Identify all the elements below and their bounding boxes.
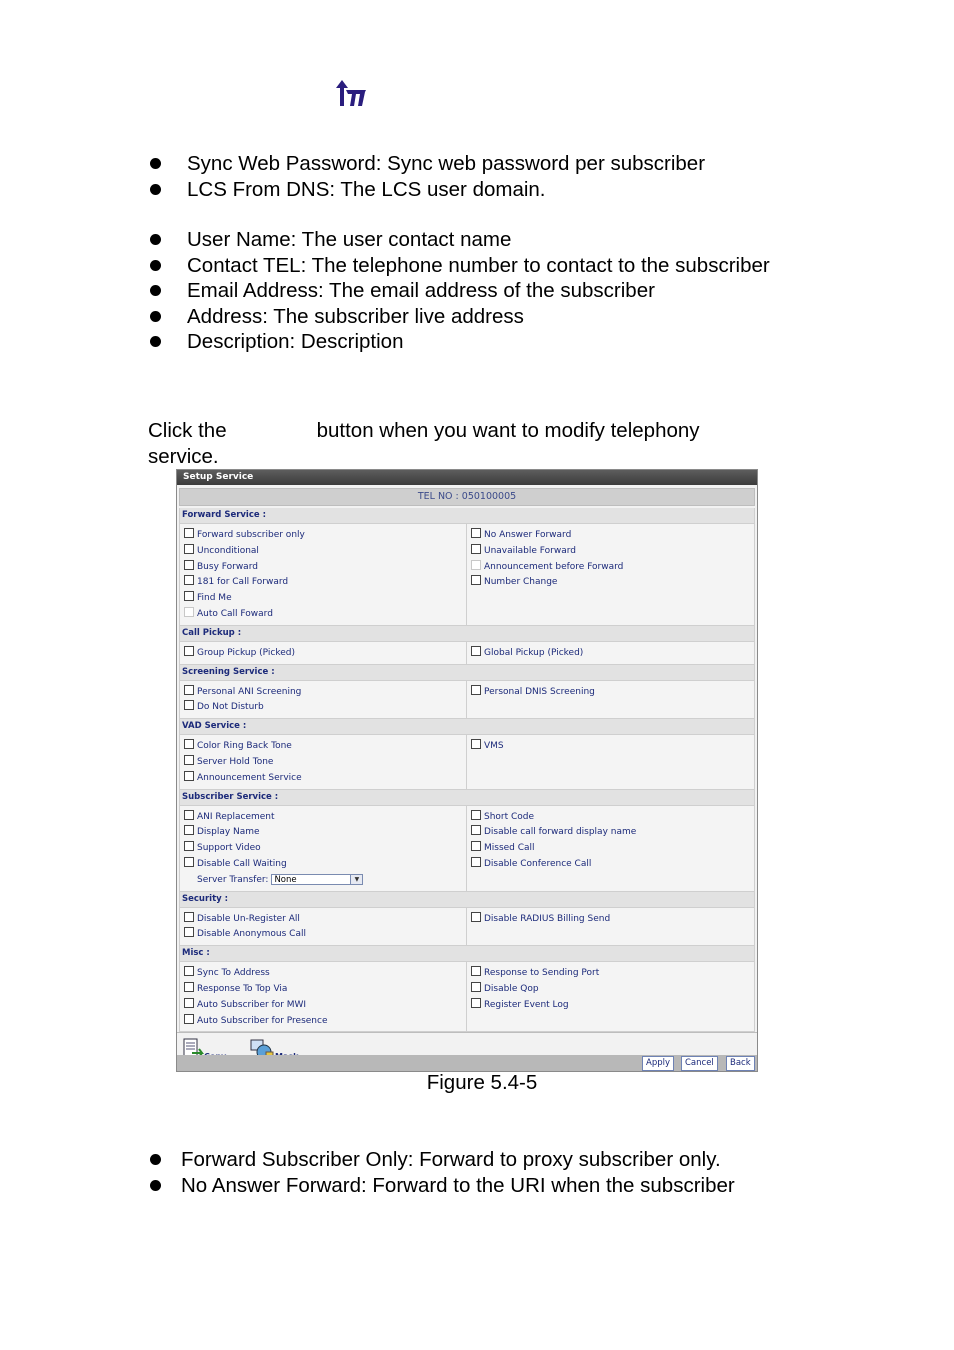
option-item[interactable] (471, 544, 754, 560)
option-item[interactable] (471, 966, 754, 982)
bullet-text: Contact TEL: The telephone number to contact to the subscriber (187, 253, 770, 277)
bullet-text: No Answer Forward: Forward to the URI when the subscriber (181, 1173, 735, 1197)
option-label: Auto Call Foward (197, 608, 273, 619)
option-item[interactable] (184, 739, 466, 755)
option-item[interactable] (184, 825, 466, 841)
option-label: Find Me (197, 593, 232, 604)
option-item[interactable] (184, 771, 466, 787)
bullet-text: Address: The subscriber live address (187, 304, 524, 328)
option-item[interactable] (471, 739, 754, 755)
section-column-left (180, 681, 467, 719)
option-label: Response To Top Via (197, 983, 288, 994)
option-item[interactable] (184, 575, 466, 591)
bullet-text: Description: Description (187, 330, 404, 353)
option-label: Register Event Log (484, 999, 569, 1010)
bullet-dot-icon (150, 260, 161, 271)
section-column-right (467, 908, 754, 946)
section-body (179, 524, 755, 626)
option-checkbox[interactable] (471, 560, 481, 570)
option-item[interactable] (471, 560, 754, 576)
section-header: Misc : (179, 946, 755, 962)
option-checkbox[interactable] (471, 841, 481, 851)
option-checkbox[interactable] (184, 544, 194, 554)
server-transfer-label: Server Transfer: (197, 874, 269, 885)
section-body (179, 642, 755, 665)
tel-no-banner: TEL NO : 050100005 (179, 488, 755, 506)
bullet-item (148, 151, 705, 177)
bullet-dot-icon (150, 158, 161, 169)
option-checkbox[interactable] (184, 591, 194, 601)
option-item[interactable] (471, 646, 754, 662)
option-item[interactable] (184, 857, 466, 873)
service-section (179, 892, 755, 947)
option-label: Sync To Address (197, 968, 270, 979)
option-checkbox[interactable] (184, 528, 194, 538)
option-checkbox[interactable] (471, 575, 481, 585)
option-label: Disable Conference Call (484, 858, 592, 869)
option-item[interactable] (471, 575, 754, 591)
option-item[interactable] (184, 1014, 466, 1030)
option-item[interactable] (471, 810, 754, 826)
company-logo-icon (332, 78, 366, 108)
bullet-dot-icon (150, 311, 161, 322)
option-checkbox[interactable] (184, 927, 194, 937)
option-item[interactable] (184, 755, 466, 771)
section-column-right (467, 806, 754, 891)
section-column-right (467, 642, 754, 664)
section-header: Security : (179, 892, 755, 908)
bullet-item (148, 329, 770, 355)
apply-button[interactable]: Apply (642, 1056, 674, 1071)
instruction-paragraph (148, 418, 768, 469)
section-column-left (180, 962, 467, 1031)
server-transfer-value: None (274, 874, 297, 885)
section-body (179, 908, 755, 947)
option-item[interactable] (471, 685, 754, 701)
section-column-left (180, 806, 467, 891)
option-label: Announcement Service (197, 772, 302, 783)
section-column-right (467, 962, 754, 1031)
option-label: Color Ring Back Tone (197, 741, 292, 752)
option-item[interactable] (184, 685, 466, 701)
option-checkbox[interactable] (184, 685, 194, 695)
option-label: VMS (484, 741, 504, 752)
section-header: Forward Service : (179, 508, 755, 524)
option-item[interactable] (184, 528, 466, 544)
option-label: Disable Anonymous Call (197, 929, 306, 940)
section-column-left (180, 735, 467, 788)
service-section (179, 790, 755, 892)
option-label: Disable call forward display name (484, 827, 637, 838)
section-header: VAD Service : (179, 719, 755, 735)
option-label: Announcement before Forward (484, 561, 624, 572)
option-item[interactable] (184, 982, 466, 998)
bullet-list-middle (148, 227, 770, 355)
option-checkbox[interactable] (184, 607, 194, 617)
option-label: Unconditional (197, 545, 259, 556)
option-label: Display Name (197, 827, 260, 838)
section-column-left (180, 524, 467, 625)
bullet-dot-icon (150, 1154, 161, 1165)
service-section (179, 626, 755, 665)
section-body (179, 735, 755, 789)
option-item[interactable] (184, 646, 466, 662)
bullet-text: Forward Subscriber Only: Forward to proxy subscriber only. (181, 1148, 721, 1171)
option-checkbox[interactable] (184, 825, 194, 835)
option-checkbox[interactable] (184, 966, 194, 976)
option-label: Group Pickup (Picked) (197, 647, 295, 658)
option-checkbox[interactable] (184, 575, 194, 585)
bullet-item (148, 304, 770, 330)
bullet-list-top (148, 151, 705, 202)
option-label: Unavailable Forward (484, 545, 576, 556)
option-checkbox[interactable] (184, 771, 194, 781)
option-label: 181 for Call Forward (197, 577, 289, 588)
option-checkbox[interactable] (471, 810, 481, 820)
bullet-item (148, 253, 770, 279)
option-label: Number Change (484, 577, 558, 588)
bullet-dot-icon (150, 234, 161, 245)
option-checkbox[interactable] (184, 912, 194, 922)
bullet-item (148, 1147, 735, 1173)
option-item[interactable] (471, 998, 754, 1014)
option-item[interactable] (471, 982, 754, 998)
bullet-text: Email Address: The email address of the subscriber (187, 279, 655, 302)
option-checkbox[interactable] (184, 700, 194, 710)
section-header: Call Pickup : (179, 626, 755, 642)
option-checkbox[interactable] (471, 825, 481, 835)
bullet-item (148, 177, 705, 203)
option-label: Busy Forward (197, 561, 258, 572)
option-checkbox[interactable] (471, 982, 481, 992)
server-transfer-row (184, 873, 466, 889)
service-section (179, 508, 755, 626)
figure-caption: Figure 5.4-5 (426, 1071, 538, 1094)
option-item[interactable] (184, 544, 466, 560)
option-checkbox[interactable] (184, 646, 194, 656)
option-checkbox[interactable] (184, 982, 194, 992)
option-label: Auto Subscriber for MWI (197, 999, 307, 1010)
option-item[interactable] (184, 700, 466, 716)
bullet-text: Sync Web Password: Sync web password per subscriber (187, 152, 706, 175)
section-header: Subscriber Service : (179, 790, 755, 806)
bullet-dot-icon (150, 184, 161, 195)
back-button[interactable]: Back (726, 1056, 755, 1071)
option-item[interactable] (184, 912, 466, 928)
section-column-left (180, 908, 467, 946)
option-label: Global Pickup (Picked) (484, 647, 584, 658)
section-body (179, 681, 755, 720)
option-checkbox[interactable] (471, 912, 481, 922)
section-column-right (467, 681, 754, 719)
section-body (179, 962, 755, 1032)
option-item[interactable] (184, 607, 466, 623)
option-item[interactable] (184, 998, 466, 1014)
option-label: Disable Call Waiting (197, 858, 287, 869)
option-checkbox[interactable] (184, 739, 194, 749)
option-item[interactable] (471, 528, 754, 544)
option-label: Missed Call (484, 843, 535, 854)
option-checkbox[interactable] (184, 841, 194, 851)
option-label: Response to Sending Port (484, 968, 600, 979)
section-column-right (467, 524, 754, 625)
option-checkbox[interactable] (471, 966, 481, 976)
option-item[interactable] (471, 841, 754, 857)
option-item[interactable] (184, 841, 466, 857)
cancel-button[interactable]: Cancel (681, 1056, 718, 1071)
option-item[interactable] (471, 912, 754, 928)
option-label: Auto Subscriber for Presence (197, 1015, 328, 1026)
option-checkbox[interactable] (184, 857, 194, 867)
option-label: No Answer Forward (484, 530, 572, 540)
option-checkbox[interactable] (471, 857, 481, 867)
option-label: Server Hold Tone (197, 756, 274, 767)
option-label: ANI Replacement (197, 811, 275, 822)
section-body (179, 806, 755, 892)
option-checkbox[interactable] (184, 998, 194, 1008)
option-checkbox[interactable] (184, 755, 194, 765)
section-header: Screening Service : (179, 665, 755, 681)
para-after: button when you want to modify telephony service. (148, 419, 700, 468)
setup-service-screenshot (176, 469, 758, 1072)
option-label: Disable Un-Register All (197, 913, 300, 924)
button-bar (177, 1055, 757, 1071)
option-label: Support Video (197, 843, 261, 854)
option-label: Forward subscriber only (197, 530, 305, 540)
section-column-left (180, 642, 467, 664)
bullet-dot-icon (150, 1180, 161, 1191)
service-section (179, 946, 755, 1032)
option-item[interactable] (184, 560, 466, 576)
option-checkbox[interactable] (471, 685, 481, 695)
option-checkbox[interactable] (184, 560, 194, 570)
bullet-text: LCS From DNS: The LCS user domain. (187, 177, 546, 201)
option-label: Short Code (484, 811, 535, 822)
option-label: Do Not Disturb (197, 702, 264, 713)
option-item[interactable] (184, 927, 466, 943)
option-item[interactable] (471, 825, 754, 841)
option-item[interactable] (184, 966, 466, 982)
bullet-text: User Name: The user contact name (187, 228, 512, 251)
para-before: Click the (148, 419, 227, 442)
bullet-item (148, 1173, 735, 1199)
bullet-item (148, 278, 770, 304)
option-checkbox[interactable] (184, 810, 194, 820)
option-checkbox[interactable] (471, 646, 481, 656)
option-label: Personal ANI Screening (197, 686, 302, 697)
option-checkbox[interactable] (471, 544, 481, 554)
chevron-down-icon[interactable]: ▼ (350, 875, 362, 884)
bullet-dot-icon (150, 336, 161, 347)
option-checkbox[interactable] (471, 998, 481, 1008)
service-section (179, 665, 755, 720)
window-title: Setup Service (177, 470, 757, 485)
option-label: Disable RADIUS Billing Send (484, 913, 611, 924)
option-checkbox[interactable] (184, 1014, 194, 1024)
option-item[interactable] (471, 857, 754, 873)
option-item[interactable] (184, 591, 466, 607)
option-checkbox[interactable] (471, 739, 481, 749)
option-checkbox[interactable] (471, 528, 481, 538)
service-section (179, 719, 755, 789)
bullet-dot-icon (150, 285, 161, 296)
server-transfer-select[interactable] (271, 874, 363, 885)
section-column-right (467, 735, 754, 788)
bullet-item (148, 227, 770, 253)
option-item[interactable] (184, 810, 466, 826)
option-label: Personal DNIS Screening (484, 686, 595, 697)
bullet-list-bottom (148, 1147, 735, 1198)
option-label: Disable Qop (484, 983, 539, 994)
